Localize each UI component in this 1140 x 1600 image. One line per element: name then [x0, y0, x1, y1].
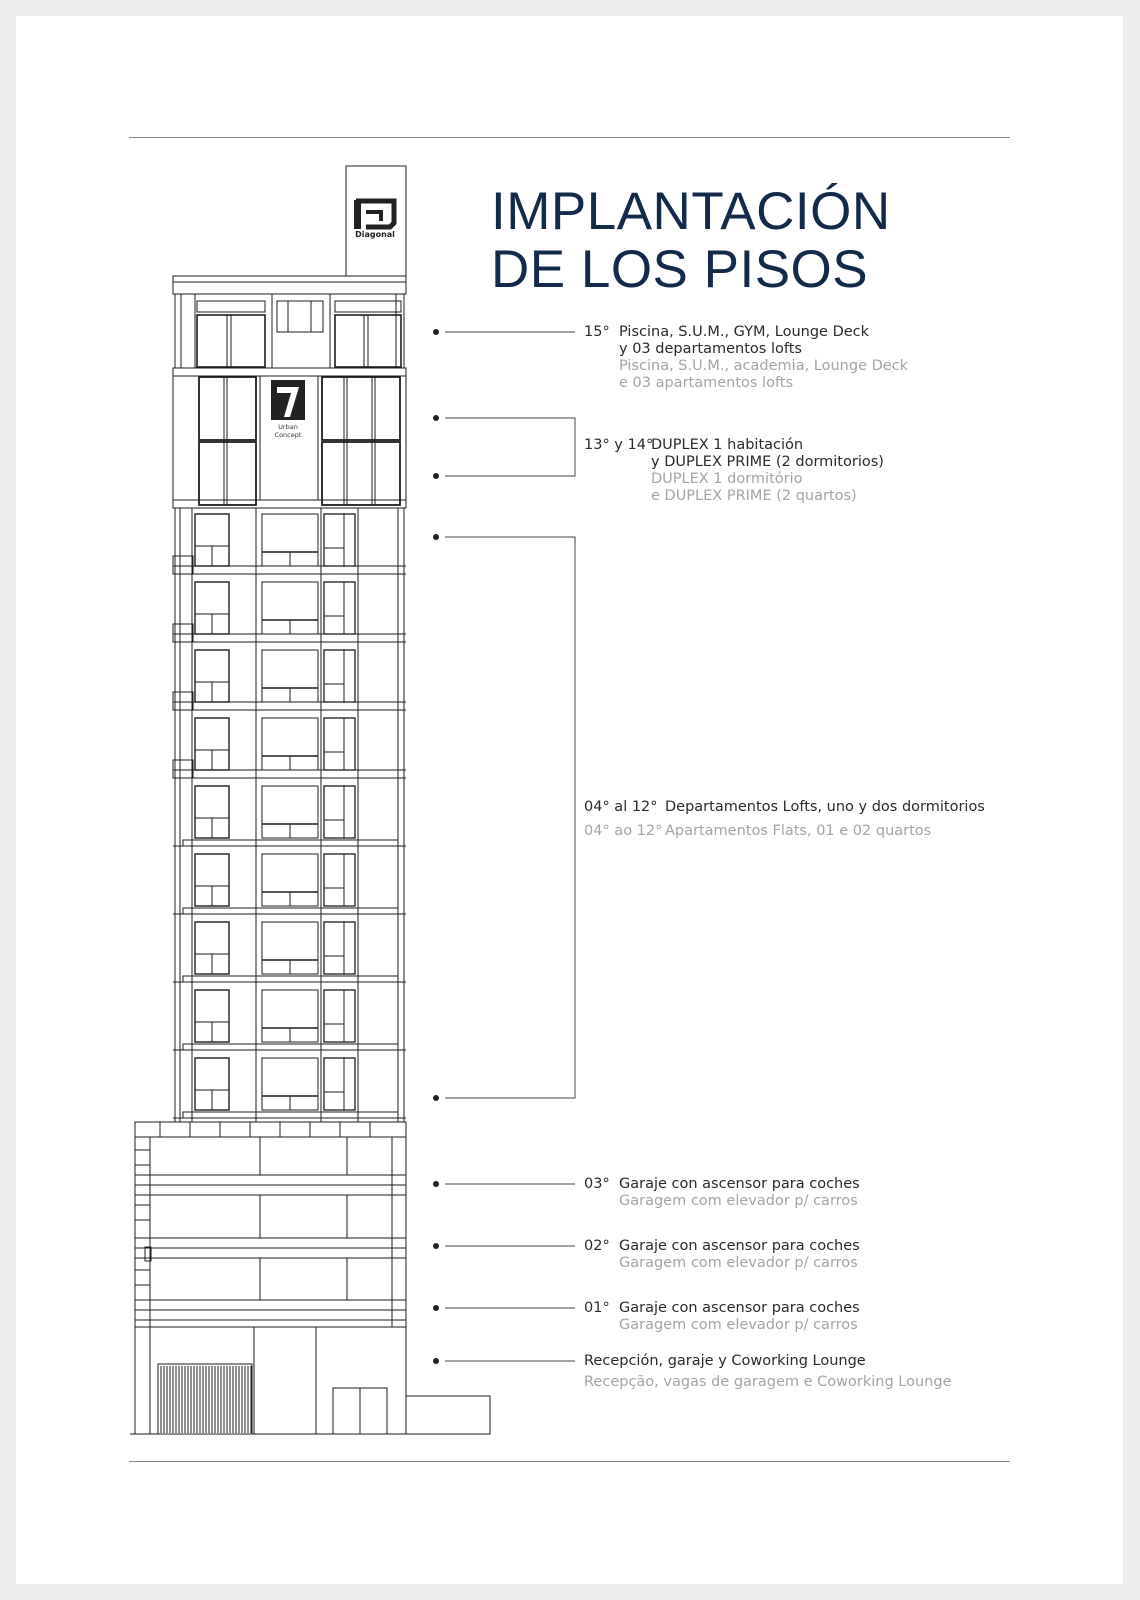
- floor-desc-es: Departamentos Lofts, uno y dos dormitorios: [665, 799, 985, 815]
- label-floor-15: [584, 324, 908, 392]
- callout-dot: [433, 1358, 439, 1364]
- floor-desc-es-2: y DUPLEX PRIME (2 dormitorios): [651, 454, 884, 470]
- callout-leaders: [445, 332, 575, 1361]
- floor-desc-pt: Garagem com elevador p/ carros: [619, 1255, 858, 1271]
- title-line-1: IMPLANTACIÓN: [491, 182, 891, 241]
- floor-desc-pt: Apartamentos Flats, 01 e 02 quartos: [665, 823, 932, 839]
- label-floor-01: [584, 1300, 860, 1334]
- tower-logo-line-2: Concept: [274, 431, 302, 439]
- floor-desc-es: Recepción, garaje y Coworking Lounge: [584, 1353, 866, 1369]
- title-line-2: DE LOS PISOS: [491, 240, 869, 299]
- floor-desc-pt: Garagem com elevador p/ carros: [619, 1193, 858, 1209]
- callout-dot: [433, 473, 439, 479]
- floor-desc-es: DUPLEX 1 habitación: [651, 437, 804, 453]
- floor-number: 13° y 14°: [584, 437, 654, 453]
- callout-dots: [433, 329, 439, 1364]
- label-floor-03: [584, 1176, 860, 1210]
- floor-desc-pt: Recepção, vagas de garagem e Coworking Lounge: [584, 1374, 952, 1390]
- sign-brand: Diagonal: [355, 230, 395, 239]
- floor-15-elevation: [175, 294, 404, 368]
- floor-number-pt: 04° ao 12°: [584, 823, 663, 839]
- floor-number: 01°: [584, 1300, 610, 1316]
- callout-dot: [433, 534, 439, 540]
- floor-desc-es: Garaje con ascensor para coches: [619, 1238, 860, 1254]
- callout-dot: [433, 415, 439, 421]
- label-floor-13-14: [584, 437, 884, 505]
- floor-desc-pt: Piscina, S.U.M., academia, Lounge Deck: [619, 358, 909, 374]
- floor-desc-pt-2: e DUPLEX PRIME (2 quartos): [651, 488, 857, 504]
- urban-concept-logo-icon: [271, 380, 305, 420]
- floor-desc-es: Piscina, S.U.M., GYM, Lounge Deck: [619, 324, 870, 340]
- floor-number: 15°: [584, 324, 610, 340]
- label-floor-02: [584, 1238, 860, 1272]
- floor-number: 03°: [584, 1176, 610, 1192]
- floor-desc-es: Garaje con ascensor para coches: [619, 1176, 860, 1192]
- floor-desc-pt-2: e 03 apartamentos lofts: [619, 375, 794, 391]
- callout-dot: [433, 1181, 439, 1187]
- tower-logo-line-1: Urban: [278, 423, 298, 431]
- floor-desc-es: Garaje con ascensor para coches: [619, 1300, 860, 1316]
- callout-dot: [433, 1305, 439, 1311]
- callout-dot: [433, 329, 439, 335]
- diagonal-logo-icon: [354, 200, 394, 229]
- garage-podium-elevation: [130, 1122, 490, 1434]
- label-floor-04-12: [584, 799, 985, 840]
- callout-dot: [433, 1243, 439, 1249]
- floor-desc-pt: DUPLEX 1 dormitório: [651, 471, 803, 487]
- floor-desc-pt: Garagem com elevador p/ carros: [619, 1317, 858, 1333]
- callout-dot: [433, 1095, 439, 1101]
- floor-desc-es-2: y 03 departamentos lofts: [619, 341, 802, 357]
- label-ground-floor: [584, 1353, 951, 1391]
- floor-number: 04° al 12°: [584, 799, 658, 815]
- floor-number: 02°: [584, 1238, 610, 1254]
